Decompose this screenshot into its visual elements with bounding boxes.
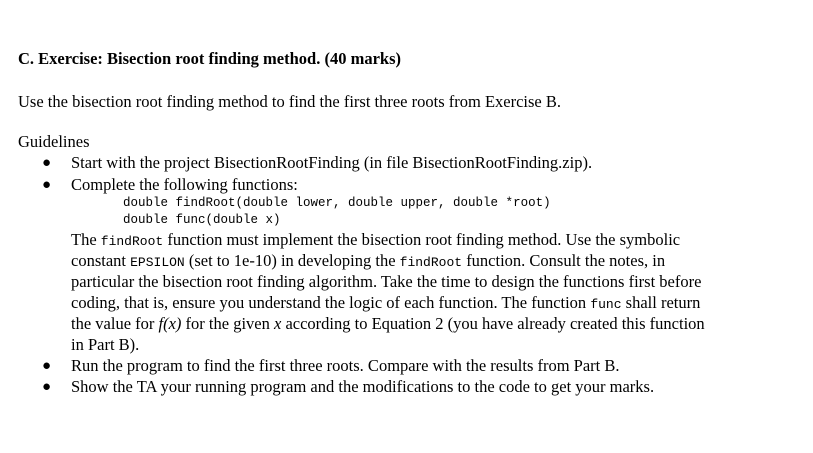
bullet-item: Start with the project BisectionRootFinding (in file BisectionRootFinding.zip). — [71, 153, 593, 172]
bullet-icon: ● — [42, 177, 52, 193]
paragraph-line: the value for f(x) for the given x according to Equation 2 (you have already created this function — [71, 314, 705, 333]
bullet-item: Run the program to find the first three roots. Compare with the results from Part B. — [71, 356, 620, 375]
paragraph-line: The findRoot function must implement the bisection root finding method. Use the symbolic — [71, 230, 681, 249]
bullet-icon: ● — [42, 155, 52, 171]
intro-text: Use the bisection root finding method to find the first three roots from Exercise B. — [18, 92, 562, 111]
paragraph-line: coding, that is, ensure you understand the logic of each function. The function func shall return — [71, 293, 701, 312]
paragraph-line: in Part B). — [71, 335, 140, 354]
bullet-icon: ● — [42, 358, 52, 374]
paragraph-line: particular the bisection root finding algorithm. Take the time to design the functions first before — [71, 272, 702, 291]
code-signature-findroot: double findRoot(double lower, double upper, double *root) — [123, 196, 551, 210]
bullet-icon: ● — [42, 379, 52, 395]
bullet-item: Show the TA your running program and the modifications to the code to get your marks. — [71, 377, 655, 396]
guidelines-label: Guidelines — [18, 132, 90, 151]
paragraph-line: constant EPSILON (set to 1e-10) in developing the findRoot function. Consult the notes, in — [71, 251, 666, 270]
code-signature-func: double func(double x) — [123, 213, 281, 227]
exercise-heading: C. Exercise: Bisection root finding method. (40 marks) — [18, 49, 401, 68]
bullet-item: Complete the following functions: — [71, 175, 298, 194]
